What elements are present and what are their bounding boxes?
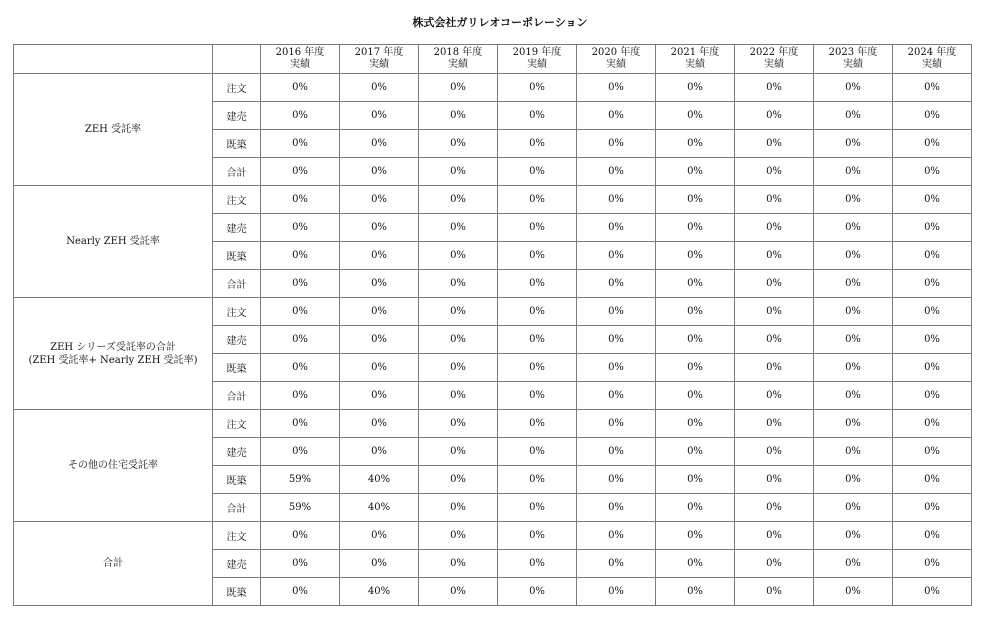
rate-value-cell: 0% xyxy=(735,186,814,214)
row-type-label: 既築 xyxy=(213,354,261,382)
rate-value-cell: 0% xyxy=(261,214,340,242)
year-label: 2021 年度 xyxy=(670,47,720,58)
year-header xyxy=(814,45,893,74)
rate-value-cell: 0% xyxy=(656,410,735,438)
group-label: その他の住宅受託率 xyxy=(68,460,158,471)
rate-value-cell: 0% xyxy=(498,130,577,158)
rate-value-cell: 0% xyxy=(419,298,498,326)
rate-value-cell: 0% xyxy=(735,74,814,102)
rate-value-cell: 0% xyxy=(577,298,656,326)
rate-value-cell: 0% xyxy=(893,158,972,186)
rate-value-cell: 0% xyxy=(893,326,972,354)
year-header xyxy=(340,45,419,74)
rate-value-cell: 0% xyxy=(340,438,419,466)
rate-value-cell: 0% xyxy=(498,186,577,214)
row-type-label: 既築 xyxy=(213,242,261,270)
rate-value-cell: 0% xyxy=(498,578,577,606)
group-label-cell xyxy=(14,74,213,186)
rate-value-cell: 0% xyxy=(893,298,972,326)
rate-value-cell: 0% xyxy=(419,578,498,606)
rate-value-cell: 0% xyxy=(814,550,893,578)
group-label-cell xyxy=(14,410,213,522)
rate-value-cell: 0% xyxy=(814,466,893,494)
row-type-label: 注文 xyxy=(213,522,261,550)
year-label: 2018 年度 xyxy=(433,47,483,58)
rate-value-cell: 0% xyxy=(577,270,656,298)
rate-value-cell: 40% xyxy=(340,466,419,494)
rate-value-cell: 0% xyxy=(498,410,577,438)
rate-value-cell: 0% xyxy=(419,74,498,102)
rate-value-cell: 0% xyxy=(893,522,972,550)
rate-value-cell: 0% xyxy=(577,410,656,438)
rate-value-cell: 0% xyxy=(893,186,972,214)
rate-value-cell: 0% xyxy=(340,102,419,130)
rate-value-cell: 0% xyxy=(735,326,814,354)
rate-value-cell: 0% xyxy=(814,74,893,102)
row-type-label: 合計 xyxy=(213,270,261,298)
rate-value-cell: 0% xyxy=(419,438,498,466)
rate-value-cell: 0% xyxy=(498,466,577,494)
rate-value-cell: 0% xyxy=(735,354,814,382)
rate-value-cell: 0% xyxy=(419,102,498,130)
rate-value-cell: 0% xyxy=(814,522,893,550)
rate-value-cell: 0% xyxy=(261,326,340,354)
year-header xyxy=(735,45,814,74)
rate-value-cell: 0% xyxy=(893,382,972,410)
year-label: 2022 年度 xyxy=(749,47,799,58)
rate-value-cell: 0% xyxy=(577,382,656,410)
group-label: ZEH 受託率 xyxy=(84,124,142,135)
rate-value-cell: 0% xyxy=(656,550,735,578)
page-title: 株式会社ガリレオコーポレーション xyxy=(412,16,588,29)
rate-value-cell: 0% xyxy=(735,242,814,270)
rate-value-cell: 0% xyxy=(498,74,577,102)
group-label: (ZEH 受託率+ Nearly ZEH 受託率) xyxy=(28,354,198,366)
rate-value-cell: 0% xyxy=(498,522,577,550)
table-row xyxy=(14,74,972,102)
rate-value-cell: 0% xyxy=(656,158,735,186)
rate-value-cell: 0% xyxy=(419,494,498,522)
rate-value-cell: 0% xyxy=(656,186,735,214)
rate-value-cell: 59% xyxy=(261,466,340,494)
year-header xyxy=(419,45,498,74)
year-label: 2019 年度 xyxy=(512,47,562,58)
table-row xyxy=(14,522,972,550)
rate-value-cell: 0% xyxy=(340,298,419,326)
rate-value-cell: 0% xyxy=(340,550,419,578)
row-type-label: 注文 xyxy=(213,74,261,102)
table-row xyxy=(14,186,972,214)
table-body xyxy=(14,45,972,606)
row-type-label: 既築 xyxy=(213,466,261,494)
row-type-label: 建売 xyxy=(213,550,261,578)
rate-value-cell: 0% xyxy=(419,466,498,494)
rate-value-cell: 0% xyxy=(814,494,893,522)
rate-value-cell: 0% xyxy=(340,410,419,438)
rate-value-cell: 0% xyxy=(735,214,814,242)
rate-value-cell: 0% xyxy=(498,270,577,298)
rate-value-cell: 0% xyxy=(656,74,735,102)
rate-value-cell: 0% xyxy=(498,494,577,522)
rate-value-cell: 0% xyxy=(735,550,814,578)
rate-value-cell: 0% xyxy=(498,298,577,326)
row-type-label: 既築 xyxy=(213,130,261,158)
rate-value-cell: 0% xyxy=(656,214,735,242)
year-header xyxy=(498,45,577,74)
result-label: 実績 xyxy=(527,59,547,70)
rate-value-cell: 0% xyxy=(340,270,419,298)
rate-value-cell: 0% xyxy=(814,578,893,606)
rate-value-cell: 0% xyxy=(577,102,656,130)
rate-value-cell: 0% xyxy=(814,214,893,242)
rate-value-cell: 0% xyxy=(656,130,735,158)
rate-value-cell: 0% xyxy=(656,494,735,522)
rate-value-cell: 0% xyxy=(735,522,814,550)
row-type-label: 建売 xyxy=(213,438,261,466)
rate-value-cell: 0% xyxy=(735,158,814,186)
row-type-label: 合計 xyxy=(213,158,261,186)
rate-value-cell: 0% xyxy=(261,130,340,158)
year-label: 2017 年度 xyxy=(354,47,404,58)
rate-value-cell: 0% xyxy=(498,102,577,130)
rate-value-cell: 0% xyxy=(893,270,972,298)
rate-value-cell: 0% xyxy=(261,298,340,326)
rate-value-cell: 0% xyxy=(261,74,340,102)
rate-value-cell: 0% xyxy=(340,522,419,550)
rate-value-cell: 0% xyxy=(577,214,656,242)
rate-value-cell: 0% xyxy=(577,466,656,494)
rate-value-cell: 0% xyxy=(656,522,735,550)
rate-value-cell: 40% xyxy=(340,578,419,606)
group-label: Nearly ZEH 受託率 xyxy=(66,236,160,247)
rate-value-cell: 0% xyxy=(498,354,577,382)
rate-value-cell: 0% xyxy=(814,102,893,130)
rate-value-cell: 0% xyxy=(814,326,893,354)
result-label: 実績 xyxy=(685,59,705,70)
rate-value-cell: 0% xyxy=(814,158,893,186)
rate-value-cell: 0% xyxy=(577,550,656,578)
group-label: ZEH シリーズ受託率の合計 xyxy=(50,341,176,353)
header-corner-group xyxy=(14,45,213,74)
rate-value-cell: 0% xyxy=(656,102,735,130)
result-label: 実績 xyxy=(369,59,389,70)
rate-value-cell: 0% xyxy=(498,550,577,578)
row-type-label: 既築 xyxy=(213,578,261,606)
row-type-label: 注文 xyxy=(213,298,261,326)
rate-value-cell: 0% xyxy=(735,410,814,438)
row-type-label: 建売 xyxy=(213,326,261,354)
rate-value-cell: 0% xyxy=(656,326,735,354)
rate-value-cell: 40% xyxy=(340,494,419,522)
group-label-cell xyxy=(14,186,213,298)
rate-value-cell: 0% xyxy=(498,326,577,354)
year-label: 2016 年度 xyxy=(275,47,325,58)
rate-value-cell: 0% xyxy=(261,382,340,410)
rate-value-cell: 0% xyxy=(893,466,972,494)
rate-value-cell: 0% xyxy=(419,270,498,298)
rate-value-cell: 0% xyxy=(893,410,972,438)
year-label: 2023 年度 xyxy=(828,47,878,58)
rate-value-cell: 0% xyxy=(577,158,656,186)
rate-value-cell: 0% xyxy=(419,410,498,438)
rate-value-cell: 0% xyxy=(814,270,893,298)
rate-value-cell: 0% xyxy=(261,354,340,382)
rate-value-cell: 0% xyxy=(735,578,814,606)
rate-value-cell: 0% xyxy=(419,382,498,410)
rate-value-cell: 0% xyxy=(656,242,735,270)
row-type-label: 合計 xyxy=(213,382,261,410)
result-label: 実績 xyxy=(290,59,310,70)
rate-value-cell: 0% xyxy=(340,382,419,410)
rate-value-cell: 0% xyxy=(419,214,498,242)
rate-value-cell: 0% xyxy=(261,578,340,606)
row-type-label: 合計 xyxy=(213,494,261,522)
year-label: 2020 年度 xyxy=(591,47,641,58)
rate-value-cell: 0% xyxy=(340,74,419,102)
rate-value-cell: 0% xyxy=(577,186,656,214)
rate-value-cell: 0% xyxy=(498,382,577,410)
rate-value-cell: 0% xyxy=(893,354,972,382)
rate-value-cell: 0% xyxy=(419,186,498,214)
year-header xyxy=(577,45,656,74)
result-label: 実績 xyxy=(764,59,784,70)
group-label-cell xyxy=(14,522,213,606)
rate-value-cell: 0% xyxy=(340,214,419,242)
rate-value-cell: 0% xyxy=(814,242,893,270)
rate-value-cell: 0% xyxy=(735,494,814,522)
rate-value-cell: 0% xyxy=(261,158,340,186)
result-label: 実績 xyxy=(606,59,626,70)
rate-value-cell: 0% xyxy=(261,186,340,214)
rate-value-cell: 0% xyxy=(814,354,893,382)
rate-value-cell: 0% xyxy=(735,270,814,298)
rate-value-cell: 0% xyxy=(419,130,498,158)
rate-value-cell: 0% xyxy=(893,578,972,606)
rate-value-cell: 0% xyxy=(893,550,972,578)
rate-value-cell: 0% xyxy=(814,438,893,466)
rate-value-cell: 0% xyxy=(419,550,498,578)
rate-value-cell: 0% xyxy=(735,382,814,410)
year-header xyxy=(893,45,972,74)
rate-value-cell: 0% xyxy=(498,438,577,466)
rate-value-cell: 0% xyxy=(261,102,340,130)
rate-value-cell: 0% xyxy=(656,270,735,298)
rate-value-cell: 0% xyxy=(656,438,735,466)
rate-value-cell: 0% xyxy=(261,270,340,298)
rate-value-cell: 0% xyxy=(735,466,814,494)
rate-value-cell: 0% xyxy=(498,214,577,242)
row-type-label: 注文 xyxy=(213,186,261,214)
rate-value-cell: 0% xyxy=(340,158,419,186)
rate-value-cell: 59% xyxy=(261,494,340,522)
rate-value-cell: 0% xyxy=(893,74,972,102)
rate-value-cell: 0% xyxy=(261,438,340,466)
table-row xyxy=(14,298,972,326)
row-type-label: 建売 xyxy=(213,214,261,242)
group-label-cell xyxy=(14,298,213,410)
row-type-label: 建売 xyxy=(213,102,261,130)
rate-value-cell: 0% xyxy=(577,130,656,158)
rate-value-cell: 0% xyxy=(656,578,735,606)
rate-value-cell: 0% xyxy=(735,298,814,326)
rate-value-cell: 0% xyxy=(577,326,656,354)
rate-value-cell: 0% xyxy=(656,298,735,326)
rate-value-cell: 0% xyxy=(498,242,577,270)
rate-value-cell: 0% xyxy=(577,242,656,270)
rate-value-cell: 0% xyxy=(893,438,972,466)
rate-value-cell: 0% xyxy=(893,242,972,270)
rate-value-cell: 0% xyxy=(340,186,419,214)
rate-value-cell: 0% xyxy=(419,354,498,382)
rate-value-cell: 0% xyxy=(814,410,893,438)
result-label: 実績 xyxy=(448,59,468,70)
year-header xyxy=(656,45,735,74)
table-row xyxy=(14,410,972,438)
header-row xyxy=(14,45,972,74)
rate-value-cell: 0% xyxy=(419,522,498,550)
rate-value-cell: 0% xyxy=(340,326,419,354)
rate-value-cell: 0% xyxy=(261,410,340,438)
rate-value-cell: 0% xyxy=(735,102,814,130)
rate-value-cell: 0% xyxy=(577,74,656,102)
rate-value-cell: 0% xyxy=(419,326,498,354)
year-label: 2024 年度 xyxy=(907,47,957,58)
rate-value-cell: 0% xyxy=(577,354,656,382)
rate-value-cell: 0% xyxy=(340,354,419,382)
result-label: 実績 xyxy=(843,59,863,70)
rate-value-cell: 0% xyxy=(893,214,972,242)
rate-value-cell: 0% xyxy=(577,522,656,550)
header-corner-type xyxy=(213,45,261,74)
result-label: 実績 xyxy=(922,59,942,70)
rate-value-cell: 0% xyxy=(261,550,340,578)
rate-value-cell: 0% xyxy=(577,578,656,606)
rate-value-cell: 0% xyxy=(814,298,893,326)
rate-value-cell: 0% xyxy=(814,130,893,158)
rate-value-cell: 0% xyxy=(893,494,972,522)
rate-value-cell: 0% xyxy=(261,522,340,550)
rate-value-cell: 0% xyxy=(735,438,814,466)
rate-value-cell: 0% xyxy=(261,242,340,270)
rate-value-cell: 0% xyxy=(814,382,893,410)
rate-value-cell: 0% xyxy=(340,130,419,158)
group-label: 合計 xyxy=(103,558,123,569)
rate-value-cell: 0% xyxy=(656,382,735,410)
rate-value-cell: 0% xyxy=(419,158,498,186)
rate-value-cell: 0% xyxy=(340,242,419,270)
rate-value-cell: 0% xyxy=(814,186,893,214)
rate-value-cell: 0% xyxy=(893,102,972,130)
rate-value-cell: 0% xyxy=(893,130,972,158)
rate-value-cell: 0% xyxy=(577,494,656,522)
row-type-label: 注文 xyxy=(213,410,261,438)
rate-value-cell: 0% xyxy=(656,354,735,382)
zeh-rate-table xyxy=(13,44,972,606)
rate-value-cell: 0% xyxy=(419,242,498,270)
rate-value-cell: 0% xyxy=(577,438,656,466)
rate-value-cell: 0% xyxy=(498,158,577,186)
rate-value-cell: 0% xyxy=(656,466,735,494)
rate-value-cell: 0% xyxy=(735,130,814,158)
year-header xyxy=(261,45,340,74)
